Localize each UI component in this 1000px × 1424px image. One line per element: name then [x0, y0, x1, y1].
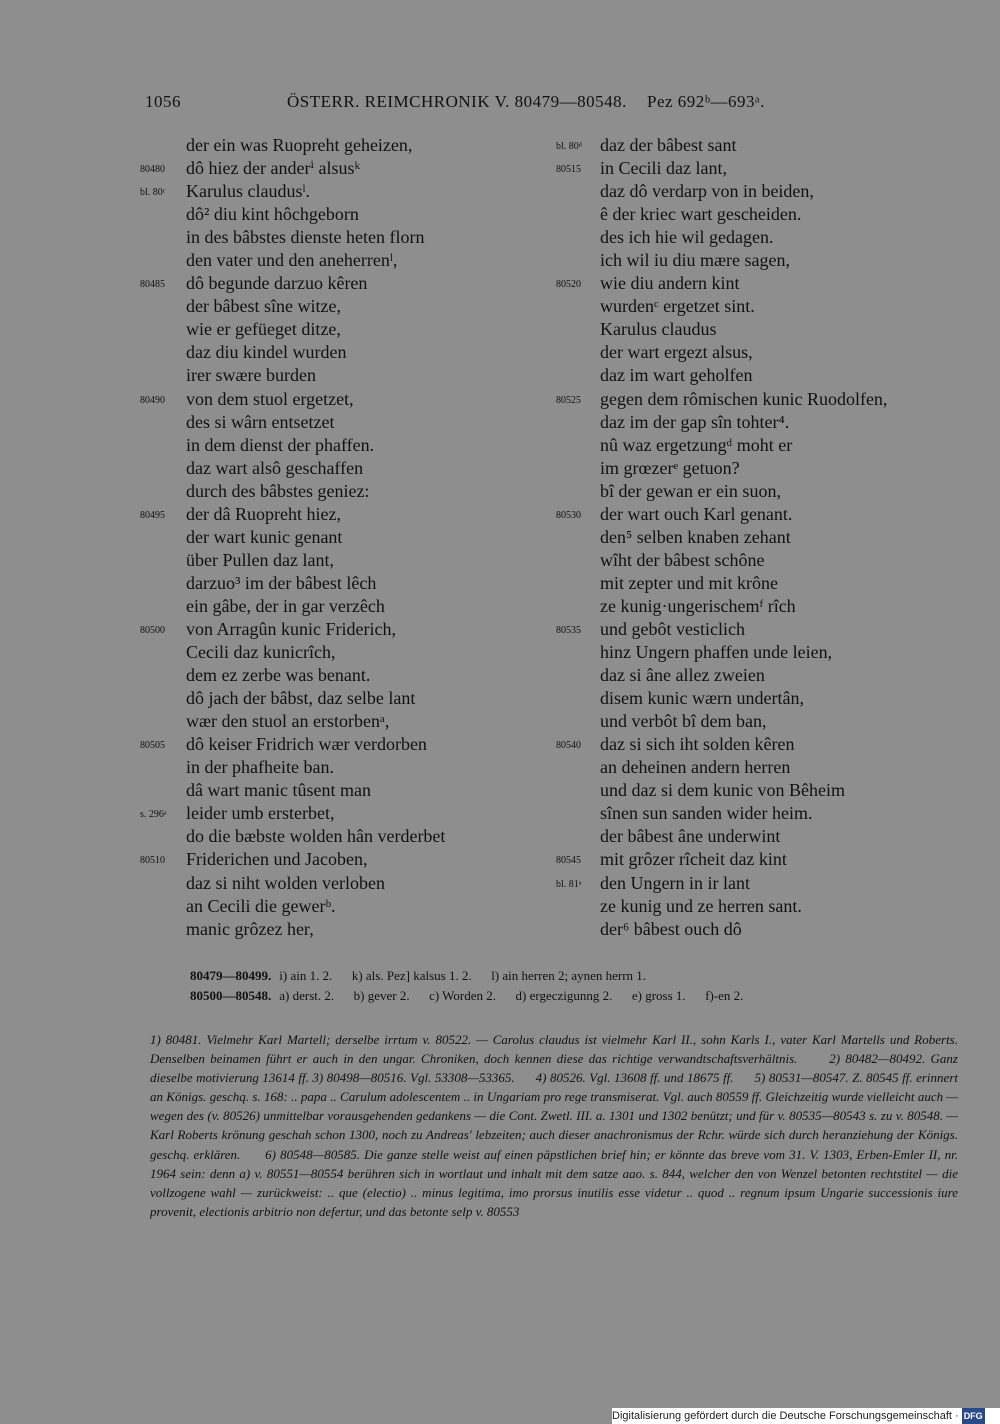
verse-line — [140, 664, 540, 687]
verse-line — [556, 203, 956, 226]
verse-text: in des bâbstes dienste heten florn — [186, 227, 425, 248]
verse-line — [140, 733, 540, 756]
verse-line — [556, 641, 956, 664]
verse-line — [140, 295, 540, 318]
verse-line — [140, 918, 540, 941]
verse-line — [556, 341, 956, 364]
verse-text: der bâbest âne underwint — [600, 826, 781, 847]
verse-number: 80485 — [140, 279, 165, 291]
verse-text: von dem stuol ergetzet, — [186, 388, 354, 409]
verse-text: Friderichen und Jacoben, — [186, 849, 368, 870]
apparatus-row — [190, 986, 970, 1006]
verse-number: 80490 — [140, 394, 165, 406]
verse-text: mit grôzer rîcheit daz kint — [600, 849, 787, 870]
verse-line — [556, 779, 956, 802]
verse-text: des ich hie wil gedagen. — [600, 227, 774, 248]
verse-line — [556, 272, 956, 295]
verse-number: 80535 — [556, 624, 581, 636]
verse-text: bî der gewan er ein suon, — [600, 480, 781, 501]
verse-text: ze kunig·ungerischemᶠ rîch — [600, 595, 796, 616]
verse-text: in der phafheite ban. — [186, 757, 334, 778]
verse-text: daz im wart geholfen — [600, 365, 753, 386]
verse-line — [556, 503, 956, 526]
verse-text: do die bæbste wolden hân verderbet — [186, 826, 446, 847]
verse-line — [140, 595, 540, 618]
verse-line — [140, 480, 540, 503]
verse-text: dô keiser Fridrich wær verdorben — [186, 734, 427, 755]
verse-line — [556, 411, 956, 434]
running-title: ÖSTERR. REIMCHRONIK V. 80479—80548. — [287, 92, 627, 111]
verse-line — [556, 388, 956, 411]
verse-line — [140, 895, 540, 918]
verse-text: sînen sun sanden wider heim. — [600, 803, 813, 824]
verse-line — [556, 457, 956, 480]
verse-text: und verbôt bî dem ban, — [600, 711, 767, 732]
verse-text: wurdenᶜ ergetzet sint. — [600, 296, 755, 317]
verse-text: der⁶ bâbest ouch dô — [600, 918, 742, 939]
verse-number: 80540 — [556, 740, 581, 752]
verse-text: Karulus claudusˡ. — [186, 181, 310, 202]
verse-text: ich wil iu diu mære sagen, — [600, 250, 790, 271]
verse-text: dem ez zerbe was benant. — [186, 665, 371, 686]
verse-line — [556, 618, 956, 641]
verse-line — [140, 641, 540, 664]
footnote-paragraph: 1) 80481. Vielmehr Karl Martell; derselbe irrtum v. 80522. — Carolus claudus ist vielmehr Karl II., sohn Karls I., vater Karl Martells und Roberts. Denselben beinamen führt er auch in den ungar. Chroniken, doch kennen diese das richtige verwandtschaftsverhältnis. 2) 80482—80492. Ganz dieselbe motivierung 13614 ff. 3) 80498—80516. Vgl. 53308—53365. 4) 80526. Vgl. 13608 ff. und 18675 ff. 5) 80531—80547. Z. 80545 ff. erinnert an Königs. geschq. s. 168: .. papa .. Carulum adolescentem .. in Ungariam pro rege transmiserat. Vgl. auch 80559 ff. Gleichzeitig wurde vielleicht auch — wegen des (v. 80526) unmittelbar vorausgehenden gedankens — die Cont. Zwetl. III. a. 1301 und 1302 benützt; und für v. 80535—80543 s. zu v. 80548. — Karl Roberts krönung geschah schon 1300, noch zu Andreas' lebzeiten; auch dieser anachronismus der Rchr. würde sich durch heranziehung der Königs. geschq. erklären. 6) 80548—80585. Die ganze stelle weist auf einen päpstlichen brief hin; er könnte das breve vom 31. V. 1303, Erben-Emler II, nr. 1964 sein: denn a) v. 80551—80554 berühren sich in wortlaut und inhalt mit dem satze aao. s. 844, welcher den von Wenzel betonten rechtstitel — die vollzogene wahl — zurückweist: .. que (electio) .. minus legitima, imo prorsus inutilis esse videtur .. quod .. regnum ipsum Ungarie successionis iure provenit, electionis arbitrio non defertur, und das betonte selp v. 80553 — [150, 1032, 962, 1219]
verse-line — [140, 411, 540, 434]
verse-text: leider umb ersterbet, — [186, 803, 335, 824]
verse-line — [140, 503, 540, 526]
verse-line — [140, 687, 540, 710]
verse-text: daz diu kindel wurden — [186, 342, 347, 363]
dfg-logo: DFG — [962, 1408, 985, 1424]
verse-text: und gebôt vesticlich — [600, 618, 745, 639]
verse-line — [556, 848, 956, 871]
verse-text: manic grôzez her, — [186, 918, 314, 939]
verse-line — [556, 825, 956, 848]
verse-line — [556, 295, 956, 318]
verse-text: gegen dem rômischen kunic Ruodolfen, — [600, 388, 888, 409]
verse-line — [140, 848, 540, 871]
verse-text: irer swære burden — [186, 365, 316, 386]
verse-text: an deheinen andern herren — [600, 757, 791, 778]
verse-text: dô begunde darzuo kêren — [186, 273, 368, 294]
verse-text: wær den stuol an erstorbenᵃ, — [186, 711, 390, 732]
verse-line — [140, 157, 540, 180]
verse-line — [556, 526, 956, 549]
verse-text: disem kunic wærn undertân, — [600, 688, 804, 709]
verse-line — [556, 434, 956, 457]
verse-text: den vater und den aneherrenˡ, — [186, 250, 398, 271]
verse-number: 80545 — [556, 855, 581, 867]
verse-text: dô jach der bâbst, daz selbe lant — [186, 688, 416, 709]
verse-text: wîht der bâbest schône — [600, 549, 765, 570]
apparatus-range: 80479—80499. — [190, 968, 272, 983]
verse-text: hinz Ungern phaffen unde leien, — [600, 642, 833, 663]
verse-line — [140, 572, 540, 595]
verse-text: im grœzerᵉ getuon? — [600, 457, 740, 478]
footnotes — [150, 1030, 962, 1221]
verse-number: 80525 — [556, 394, 581, 406]
verse-line — [140, 802, 540, 825]
verse-text: Karulus claudus — [600, 319, 717, 340]
verse-line — [556, 687, 956, 710]
verse-text: den⁵ selben knaben zehant — [600, 526, 791, 547]
verse-text: dô hiez der anderⁱ alsusᵏ — [186, 158, 361, 179]
verse-number: 80510 — [140, 855, 165, 867]
apparatus-text: a) derst. 2. b) gever 2. c) Worden 2. d) ergeczigunng 2. e) gross 1. f)-en 2. — [279, 988, 744, 1003]
verse-text: daz dô verdarp von in beiden, — [600, 181, 814, 202]
verse-text: ze kunig und ze herren sant. — [600, 895, 802, 916]
verse-line — [556, 733, 956, 756]
verse-line — [140, 618, 540, 641]
verse-text: daz si sich iht solden kêren — [600, 734, 795, 755]
verse-text: darzuo³ im der bâbest lêch — [186, 572, 377, 593]
apparatus-text: i) ain 1. 2. k) als. Pez] kalsus 1. 2. l) ain herren 2; aynen herrn 1. — [279, 968, 647, 983]
verse-text: ê der kriec wart gescheiden. — [600, 204, 802, 225]
verse-text: in dem dienst der phaffen. — [186, 434, 375, 455]
verse-text: wie diu andern kint — [600, 273, 740, 294]
verse-line — [556, 249, 956, 272]
verse-line — [140, 756, 540, 779]
apparatus-row — [190, 966, 970, 986]
verse-line — [556, 318, 956, 341]
verse-text: den Ungern in ir lant — [600, 872, 750, 893]
critical-apparatus — [190, 966, 970, 1006]
verse-line — [140, 180, 540, 203]
verse-text: nû waz ergetzungᵈ moht er — [600, 434, 793, 455]
verse-text: daz si niht wolden verloben — [186, 872, 385, 893]
verse-line — [556, 549, 956, 572]
verse-number: 80520 — [556, 279, 581, 291]
verse-line — [140, 341, 540, 364]
verse-line — [556, 226, 956, 249]
verse-text: mit zepter und mit krône — [600, 572, 778, 593]
verse-line — [140, 872, 540, 895]
verse-line — [556, 710, 956, 733]
verse-line — [140, 318, 540, 341]
verse-text: des si wârn entsetzet — [186, 411, 335, 432]
verse-line — [140, 226, 540, 249]
verse-line — [140, 434, 540, 457]
verse-line — [556, 872, 956, 895]
verse-text: der wart ouch Karl genant. — [600, 503, 793, 524]
verse-text: daz si âne allez zweien — [600, 665, 765, 686]
verse-text: dô² diu kint hôchgeborn — [186, 204, 359, 225]
verse-line — [140, 457, 540, 480]
verse-line — [140, 203, 540, 226]
verse-text: daz im der gap sîn tohter⁴. — [600, 411, 790, 432]
verse-text: durch des bâbstes geniez: — [186, 480, 370, 501]
verse-line — [140, 825, 540, 848]
verse-text: der ein was Ruopreht geheizen, — [186, 135, 413, 155]
verse-line — [556, 595, 956, 618]
verse-line — [556, 756, 956, 779]
verse-line — [140, 388, 540, 411]
verse-line — [140, 364, 540, 387]
verse-number: 80530 — [556, 509, 581, 521]
verse-text: in Cecili daz lant, — [600, 158, 727, 179]
verse-line — [140, 134, 540, 157]
verse-line — [556, 802, 956, 825]
verse-text: ein gâbe, der in gar verzêch — [186, 595, 385, 616]
verse-number: 80505 — [140, 740, 165, 752]
verse-text: der wart kunic genant — [186, 526, 343, 547]
verse-line — [556, 664, 956, 687]
left-verse-column — [140, 134, 540, 941]
verse-line — [556, 572, 956, 595]
verse-line — [556, 134, 956, 157]
verse-text: dâ wart manic tûsent man — [186, 780, 371, 801]
verse-number: s. 296ᵃ — [140, 809, 167, 821]
verse-number: bl. 81ᵃ — [556, 878, 582, 890]
verse-text: der dâ Ruopreht hiez, — [186, 503, 341, 524]
verse-number: bl. 80ᶜ — [140, 187, 166, 199]
verse-text: und daz si dem kunic von Bêheim — [600, 780, 845, 801]
verse-text: Cecili daz kunicrîch, — [186, 642, 336, 663]
verse-number: 80515 — [556, 164, 581, 176]
verse-line — [140, 710, 540, 733]
verse-line — [556, 918, 956, 941]
verse-line — [556, 364, 956, 387]
verse-line — [140, 249, 540, 272]
verse-line — [140, 549, 540, 572]
verse-line — [140, 526, 540, 549]
verse-text: der wart ergezt alsus, — [600, 342, 753, 363]
verse-text: über Pullen daz lant, — [186, 549, 334, 570]
verse-number: bl. 80ᵈ — [556, 141, 582, 152]
verse-text: daz wart alsô geschaffen — [186, 457, 364, 478]
apparatus-range: 80500—80548. — [190, 988, 272, 1003]
verse-number: 80480 — [140, 164, 165, 176]
verse-text: der bâbest sîne witze, — [186, 296, 341, 317]
verse-text: wie er gefüeget ditze, — [186, 319, 341, 340]
verse-text: von Arragûn kunic Friderich, — [186, 618, 396, 639]
verse-number: 80495 — [140, 509, 165, 521]
verse-line — [140, 779, 540, 802]
footer-text: Digitalisierung gefördert durch die Deutsche Forschungsgemeinschaft · — [612, 1410, 959, 1422]
verse-number: 80500 — [140, 624, 165, 636]
verse-line — [556, 480, 956, 503]
verse-text: daz der bâbest sant — [600, 135, 737, 155]
verse-line — [140, 272, 540, 295]
right-verse-column — [556, 134, 956, 941]
digitization-footer — [612, 1408, 1000, 1424]
verse-line — [556, 180, 956, 203]
verse-line — [556, 157, 956, 180]
verse-text: an Cecili die gewerᵇ. — [186, 895, 336, 916]
page-number: 1056 — [145, 92, 181, 111]
verse-line — [556, 895, 956, 918]
pez-reference: Pez 692ᵇ—693ᵃ. — [647, 92, 765, 111]
